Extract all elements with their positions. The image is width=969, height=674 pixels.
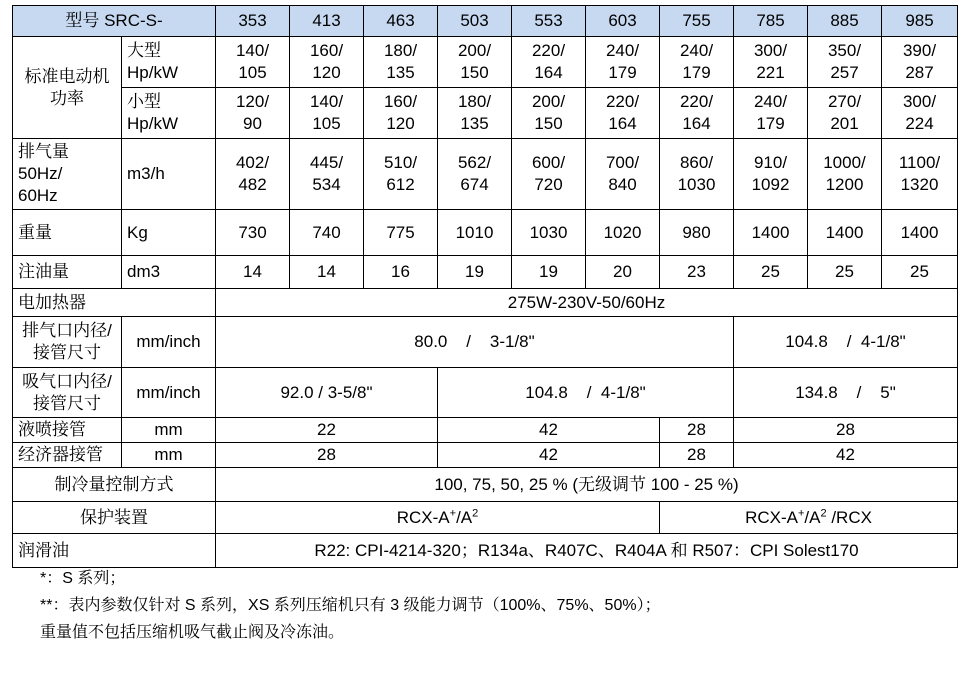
motor-large-cell: 140/ 105 [216, 37, 290, 88]
model-header-cell: 603 [586, 6, 660, 37]
displacement-label: 排气量 50Hz/ 60Hz [13, 139, 122, 210]
discharge-row [13, 317, 958, 368]
suction-label: 吸气口内径/ 接管尺寸 [13, 368, 122, 418]
discharge-unit: mm/inch [122, 317, 216, 368]
suction-value: 134.8 / 5" [734, 368, 958, 418]
protection-value: RCX-$A^+/A^2$ [216, 502, 660, 534]
lubricant-row [13, 534, 958, 568]
weight-row [13, 210, 958, 256]
discharge-value: 104.8 / 4-1/8" [734, 317, 958, 368]
footnote: *：S 系列； [40, 570, 126, 587]
spec-table [12, 5, 958, 568]
capacity-control-value: 100, 75, 50, 25 % (无级调节 100 - 25 %) [216, 468, 958, 502]
model-header-cell: 755 [660, 6, 734, 37]
displacement-cell: 700/ 840 [586, 139, 660, 210]
model-header-cell: 463 [364, 6, 438, 37]
oil-charge-row [13, 256, 958, 289]
motor-large-label: 大型 Hp/kW [122, 37, 216, 88]
economizer-value: 28 [660, 443, 734, 468]
weight-cell: 980 [660, 210, 734, 256]
motor-large-cell: 390/ 287 [882, 37, 958, 88]
oil-charge-cell: 19 [438, 256, 512, 289]
motor-small-cell: 160/ 120 [364, 88, 438, 139]
protection-value: RCX-$A^+/A^2$ /RCX [660, 502, 958, 534]
motor-small-row [13, 88, 958, 139]
motor-small-cell: 180/ 135 [438, 88, 512, 139]
motor-small-cell: 270/ 201 [808, 88, 882, 139]
lubricant-value: R22: CPI-4214-320；R134a、R407C、R404A 和 R507：CPI Solest170 [216, 534, 958, 568]
oil-charge-cell: 25 [808, 256, 882, 289]
liquid-injection-value: 28 [660, 418, 734, 443]
lubricant-label: 润滑油 [13, 534, 216, 568]
displacement-cell: 600/ 720 [512, 139, 586, 210]
suction-value: 92.0 / 3-5/8" [216, 368, 438, 418]
weight-cell: 1030 [512, 210, 586, 256]
footnotes [40, 565, 661, 646]
model-header-cell: 413 [290, 6, 364, 37]
weight-label: 重量 [13, 210, 122, 256]
protection-row [13, 502, 958, 534]
economizer-unit: mm [122, 443, 216, 468]
motor-large-cell: 350/ 257 [808, 37, 882, 88]
model-header-cell: 553 [512, 6, 586, 37]
model-header-cell: 353 [216, 6, 290, 37]
motor-small-cell: 200/ 150 [512, 88, 586, 139]
displacement-cell: 402/ 482 [216, 139, 290, 210]
economizer-label: 经济器接管 [13, 443, 122, 468]
liquid-injection-row [13, 418, 958, 443]
oil-charge-cell: 25 [882, 256, 958, 289]
discharge-value: 80.0 / 3-1/8" [216, 317, 734, 368]
motor-small-cell: 140/ 105 [290, 88, 364, 139]
suction-unit: mm/inch [122, 368, 216, 418]
displacement-cell: 1000/ 1200 [808, 139, 882, 210]
header-row [13, 6, 958, 37]
liquid-injection-value: 28 [734, 418, 958, 443]
displacement-cell: 445/ 534 [290, 139, 364, 210]
displacement-cell: 910/ 1092 [734, 139, 808, 210]
motor-large-cell: 160/ 120 [290, 37, 364, 88]
displacement-row [13, 139, 958, 210]
heater-label: 电加热器 [13, 289, 216, 317]
motor-large-row [13, 37, 958, 88]
displacement-cell: 510/ 612 [364, 139, 438, 210]
weight-cell: 740 [290, 210, 364, 256]
motor-large-cell: 200/ 150 [438, 37, 512, 88]
oil-charge-cell: 25 [734, 256, 808, 289]
motor-small-cell: 300/ 224 [882, 88, 958, 139]
weight-cell: 1020 [586, 210, 660, 256]
oil-charge-cell: 14 [216, 256, 290, 289]
footnote: **：表内参数仅针对 S 系列，XS 系列压缩机只有 3 级能力调节（100%、75%、50%）； [40, 597, 661, 614]
weight-cell: 775 [364, 210, 438, 256]
capacity-control-label: 制冷量控制方式 [13, 468, 216, 502]
liquid-injection-value: 42 [438, 418, 660, 443]
weight-unit: Kg [122, 210, 216, 256]
motor-small-label: 小型 Hp/kW [122, 88, 216, 139]
motor-large-cell: 240/ 179 [586, 37, 660, 88]
weight-cell: 1010 [438, 210, 512, 256]
suction-value: 104.8 / 4-1/8" [438, 368, 734, 418]
liquid-injection-value: 22 [216, 418, 438, 443]
footnote: 重量值不包括压缩机吸气截止阀及冷冻油。 [40, 624, 345, 641]
motor-small-cell: 240/ 179 [734, 88, 808, 139]
model-header-cell: 503 [438, 6, 512, 37]
weight-cell: 1400 [882, 210, 958, 256]
model-header-cell: 785 [734, 6, 808, 37]
oil-charge-cell: 16 [364, 256, 438, 289]
suction-row [13, 368, 958, 418]
motor-small-cell: 120/ 90 [216, 88, 290, 139]
capacity-control-row [13, 468, 958, 502]
motor-large-cell: 300/ 221 [734, 37, 808, 88]
oil-charge-unit: dm3 [122, 256, 216, 289]
motor-large-cell: 180/ 135 [364, 37, 438, 88]
displacement-unit: m3/h [122, 139, 216, 210]
motor-power-label: 标准电动机 功率 [13, 37, 122, 139]
oil-charge-label: 注油量 [13, 256, 122, 289]
liquid-injection-unit: mm [122, 418, 216, 443]
heater-row [13, 289, 958, 317]
motor-large-cell: 240/ 179 [660, 37, 734, 88]
oil-charge-cell: 14 [290, 256, 364, 289]
oil-charge-cell: 20 [586, 256, 660, 289]
economizer-value: 42 [438, 443, 660, 468]
economizer-row [13, 443, 958, 468]
weight-cell: 730 [216, 210, 290, 256]
weight-cell: 1400 [734, 210, 808, 256]
displacement-cell: 562/ 674 [438, 139, 512, 210]
model-header-label: 型号 SRC-S- [13, 6, 216, 37]
liquid-injection-label: 液喷接管 [13, 418, 122, 443]
weight-cell: 1400 [808, 210, 882, 256]
protection-label: 保护装置 [13, 502, 216, 534]
heater-value: 275W-230V-50/60Hz [216, 289, 958, 317]
oil-charge-cell: 23 [660, 256, 734, 289]
oil-charge-cell: 19 [512, 256, 586, 289]
model-header-cell: 885 [808, 6, 882, 37]
economizer-value: 28 [216, 443, 438, 468]
motor-small-cell: 220/ 164 [660, 88, 734, 139]
model-header-cell: 985 [882, 6, 958, 37]
economizer-value: 42 [734, 443, 958, 468]
displacement-cell: 1100/ 1320 [882, 139, 958, 210]
discharge-label: 排气口内径/ 接管尺寸 [13, 317, 122, 368]
motor-large-cell: 220/ 164 [512, 37, 586, 88]
motor-small-cell: 220/ 164 [586, 88, 660, 139]
displacement-cell: 860/ 1030 [660, 139, 734, 210]
